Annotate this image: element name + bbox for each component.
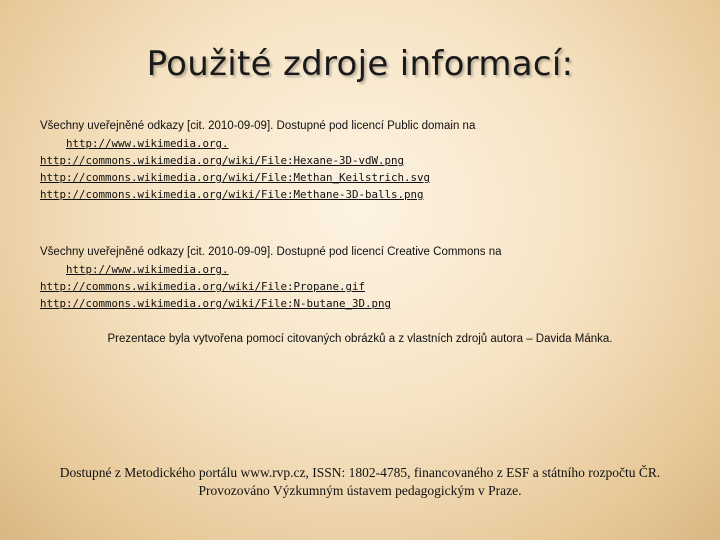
source-link[interactable]: http://commons.wikimedia.org/wiki/File:Hexane-3D-vdW.png xyxy=(40,154,405,167)
source-link[interactable]: http://commons.wikimedia.org/wiki/File:Propane.gif xyxy=(40,280,366,293)
footer-line: Provozováno Výzkumným ústavem pedagogickým v Praze. xyxy=(198,483,522,498)
wikimedia-link[interactable]: http://www.wikimedia.org. xyxy=(66,263,229,276)
intro-text: Všechny uveřejněné odkazy [cit. 2010-09-09]. Dostupné pod licencí Creative Commons na xyxy=(40,246,502,258)
footer-line: Dostupné z Metodického portálu www.rvp.cz, ISSN: 1802-4785, financovaného z ESF a státního rozpočtu ČR. xyxy=(59,465,661,480)
intro-text: Všechny uveřejněné odkazy [cit. 2010-09-09]. Dostupné pod licencí Public domain na xyxy=(40,120,476,132)
author-credit: Prezentace byla vytvořena pomocí citovaných obrázků a z vlastních zdrojů autora – Davida Mánka. xyxy=(107,333,613,345)
page-title: Použité zdroje informací: xyxy=(146,44,574,84)
footer xyxy=(0,464,720,500)
sources-creative-commons xyxy=(40,244,680,312)
sources-public-domain xyxy=(40,118,680,203)
sources-intro xyxy=(40,118,680,152)
sources-intro xyxy=(40,244,680,278)
wikimedia-link[interactable]: http://www.wikimedia.org. xyxy=(66,137,229,150)
source-link[interactable]: http://commons.wikimedia.org/wiki/File:Methan_Keilstrich.svg xyxy=(40,171,431,184)
source-link[interactable]: http://commons.wikimedia.org/wiki/File:N-butane_3D.png xyxy=(40,297,392,310)
source-link[interactable]: http://commons.wikimedia.org/wiki/File:Methane-3D-balls.png xyxy=(40,188,424,201)
